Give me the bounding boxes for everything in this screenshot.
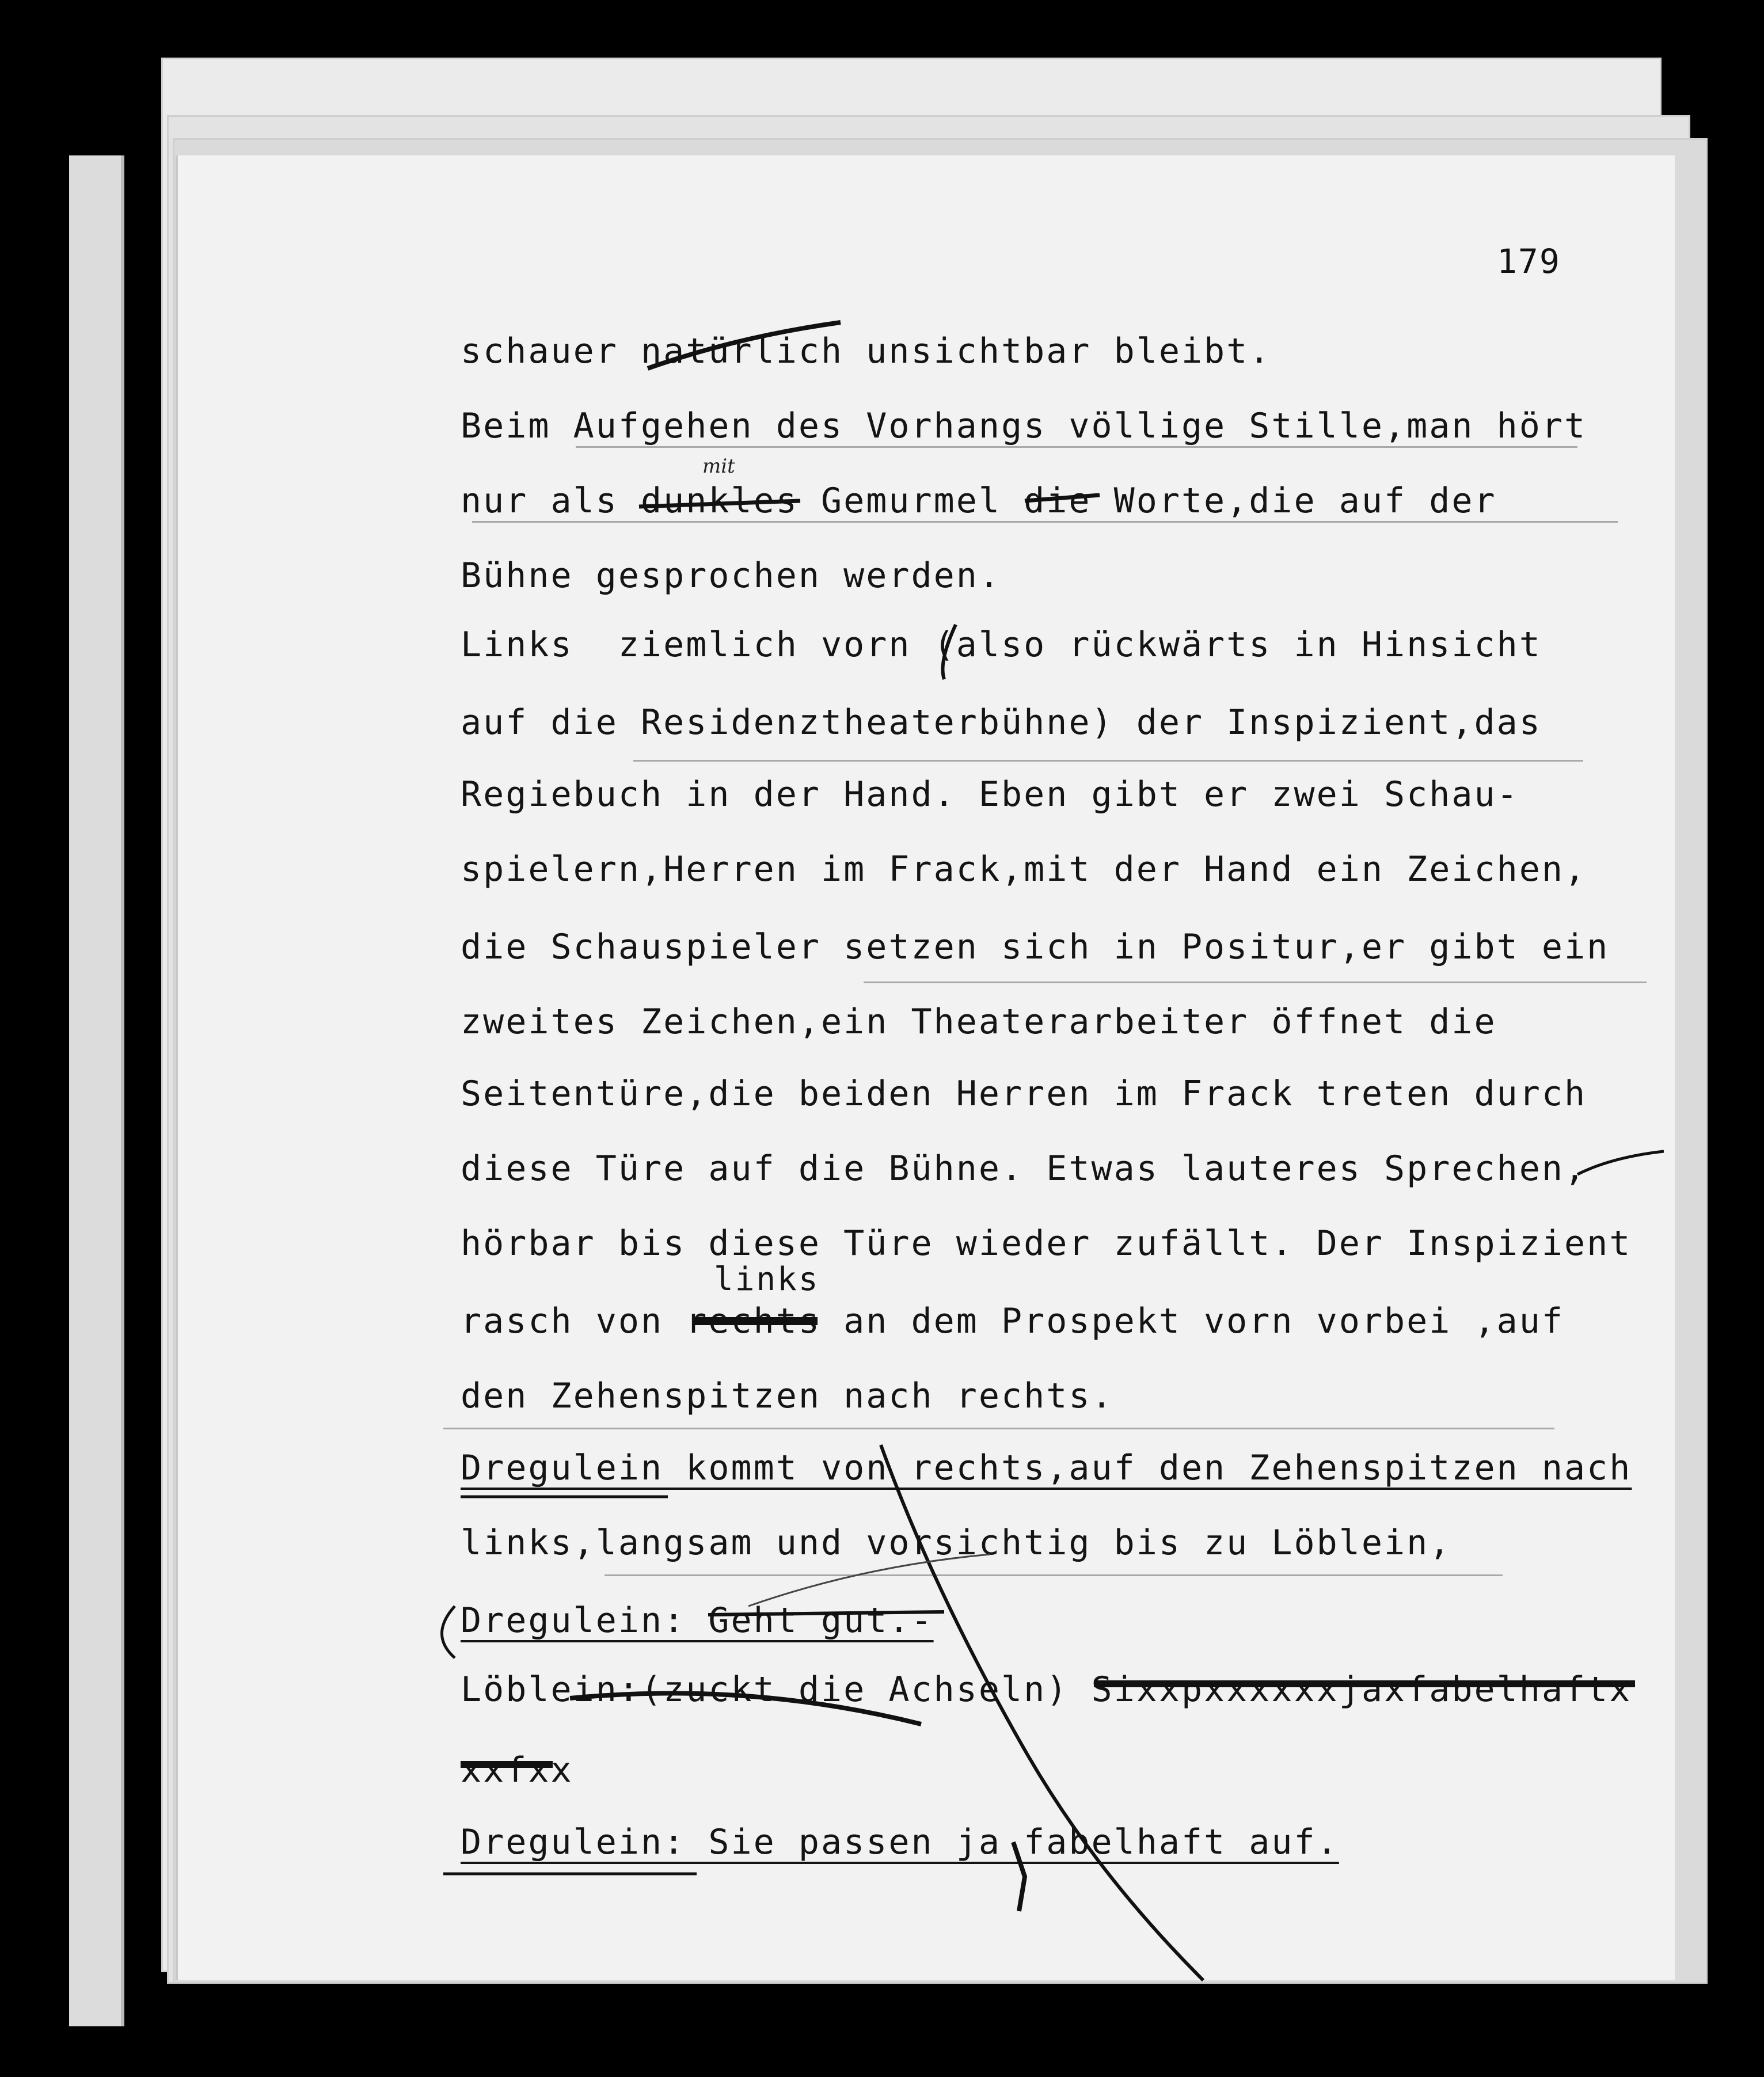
- text-line: links,langsam und vorsichtig bis zu Löblein,: [461, 1523, 1452, 1563]
- text-line: Löblein:(zuckt die Achseln) Sixxpxxxxxxjaxfabelhaftx: [461, 1669, 1632, 1710]
- text-line: Links ziemlich vorn (also rückwärts in Hinsicht: [461, 625, 1542, 665]
- text-line: Dregulein: Geht gut.-: [461, 1600, 934, 1641]
- left-page-edge: [69, 155, 124, 2026]
- text-line: hörbar bis diese Türe wieder zufällt. Der Inspizient: [461, 1223, 1632, 1264]
- text-line: diese Türe auf die Bühne. Etwas lauteres Sprechen,: [461, 1148, 1587, 1189]
- ruled-line: [633, 760, 1583, 762]
- text-line: nur als dunkles Gemurmel die Worte,die auf der: [461, 481, 1497, 521]
- text-line: Seitentüre,die beiden Herren im Frack treten durch: [461, 1074, 1587, 1114]
- text-line: die Schauspieler setzen sich in Positur,er gibt ein: [461, 927, 1610, 967]
- inserted-word: links: [714, 1261, 820, 1298]
- text-line: Dregulein kommt von rechts,auf den Zehenspitzen nach: [461, 1448, 1632, 1488]
- text-line: den Zehenspitzen nach rechts.: [461, 1376, 1114, 1416]
- text-line: Beim Aufgehen des Vorhangs völlige Stille,man hört: [461, 406, 1587, 446]
- text-line: rasch von rechts an dem Prospekt vorn vorbei ,auf: [461, 1301, 1565, 1341]
- text-line: Regiebuch in der Hand. Eben gibt er zwei Schau-: [461, 774, 1519, 815]
- ruled-line: [576, 446, 1577, 448]
- text-line: zweites Zeichen,ein Theaterarbeiter öffnet die: [461, 1002, 1497, 1042]
- text-line: Bühne gesprochen werden.: [461, 556, 1001, 596]
- page-number: 179: [1497, 242, 1561, 281]
- ruled-line: [472, 521, 1618, 523]
- text-line: auf die Residenztheaterbühne) der Inspizient,das: [461, 702, 1542, 743]
- text-line: Dregulein: Sie passen ja fabelhaft auf.: [461, 1822, 1339, 1862]
- ruled-line: [605, 1574, 1503, 1576]
- text-line: spielern,Herren im Frack,mit der Hand ein Zeichen,: [461, 849, 1587, 889]
- ruled-line: [864, 982, 1647, 983]
- ruled-line: [443, 1428, 1554, 1429]
- text-line: xxfxx: [461, 1750, 573, 1790]
- handwritten-note: mit: [702, 455, 735, 478]
- text-line: schauer natürlich unsichtbar bleibt.: [461, 331, 1272, 371]
